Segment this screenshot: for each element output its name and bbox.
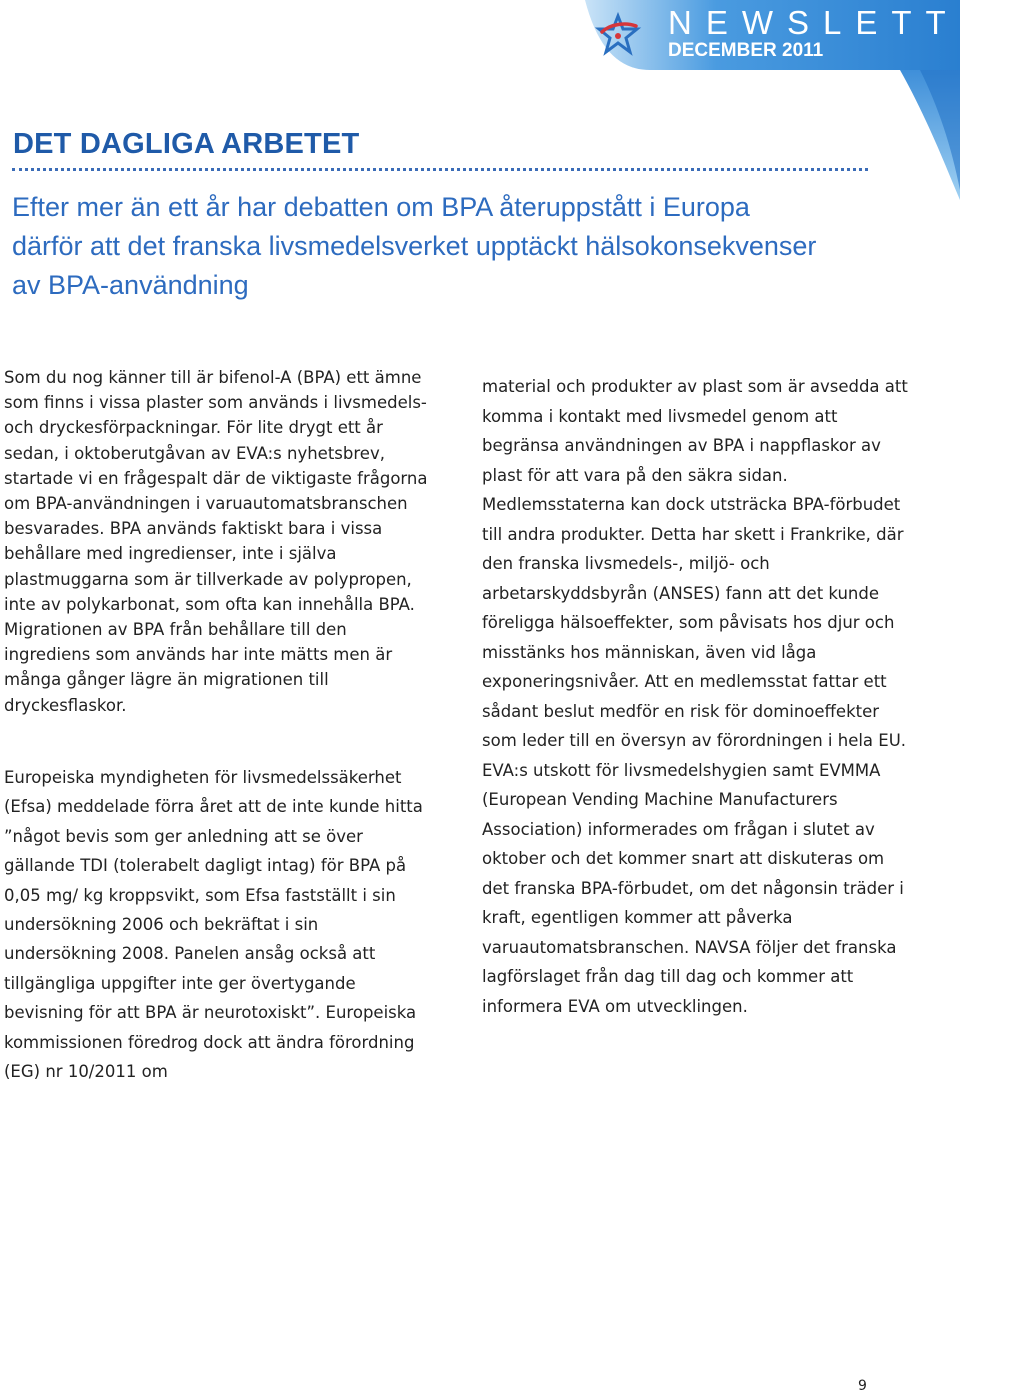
right-column [482,372,912,1021]
left-column-bottom [4,763,434,1086]
star-swoosh-logo-icon [596,14,640,58]
section-heading: DET DAGLIGA ARBETET [13,128,360,160]
article-subheading [12,188,872,305]
body-paragraph: Som du nog känner till är bifenol-A (BPA) ett ämne som finns i vissa plaster som används i livsmedels- och dryckesförpackningar. För lite drygt ett år sedan, i oktoberutgåvan av EVA:s nyhetsbrev, startade vi en frågespalt där de viktigaste frågorna om BPA-användningen i varuautomatsbranschen besvarades. BPA används faktiskt bara i vissa behållare med ingredienser, inte i själva plastmuggarna som är tillverkade av polypropen, inte av polykarbonat, som ofta kan innehålla BPA. Migrationen av BPA från behållare till den ingrediens som används har inte mätts men är många gånger lägre än migrationen till dryckesflaskor. [4,368,428,715]
subheading-line: Efter mer än ett år har debatten om BPA återuppstått i Europa [12,192,750,222]
newsletter-title: NEWSLETTER [668,4,1034,41]
page-number: 9 [858,1378,867,1394]
heading-divider [12,168,868,171]
newsletter-date: DECEMBER 2011 [668,40,824,61]
body-paragraph: material och produkter av plast som är avsedda att komma i kontakt med livsmedel genom att begränsa användningen av BPA i nappflaskor av plast för att vara på den säkra sidan. [482,377,908,485]
body-paragraph: Europeiska myndigheten för livsmedelssäkerhet (Efsa) meddelade förra året att de inte kunde hitta ”något bevis som ger anledning att se över gällande TDI (tolerabelt dagligt intag) för BPA på 0,05 mg/ kg kroppsvikt, som Efsa fastställt i sin undersökning 2006 och bekräftat i sin undersökning 2008. Panelen ansåg också att tillgängliga uppgifter inte ger övertygande bevisning för att BPA är neurotoxiskt”. Europeiska kommissionen föredrog dock att ändra förordning (EG) nr 10/2011 om [4,768,423,1082]
subheading-line: av BPA-användning [12,270,249,300]
left-column-top [4,365,434,718]
body-paragraph: EVA:s utskott för livsmedelshygien samt EVMMA (European Vending Machine Manufacturers Association) informerades om frågan i slutet av oktober och det kommer snart att diskuteras om det franska BPA-förbudet, om det någonsin träder i kraft, egentligen kommer att påverka varuautomatsbranschen. NAVSA följer det franska lagförslaget från dag till dag och kommer att informera EVA om utvecklingen. [482,760,904,1016]
body-paragraph: Medlemsstaterna kan dock utsträcka BPA-förbudet till andra produkter. Detta har skett i Frankrike, där den franska livsmedels-, miljö- och arbetarskyddsbyrån (ANSES) fann att det kunde föreligga hälsoeffekter, som påvisats hos djur och misstänks hos människan, även vid låga exponeringsnivåer. Att en medlemsstat fattar ett sådant beslut medför en risk för dominoeffekter som leder till en översyn av förordningen i hela EU. [482,495,907,750]
subheading-line: därför att det franska livsmedelsverket upptäckt hälsokonsekvenser [12,231,817,261]
